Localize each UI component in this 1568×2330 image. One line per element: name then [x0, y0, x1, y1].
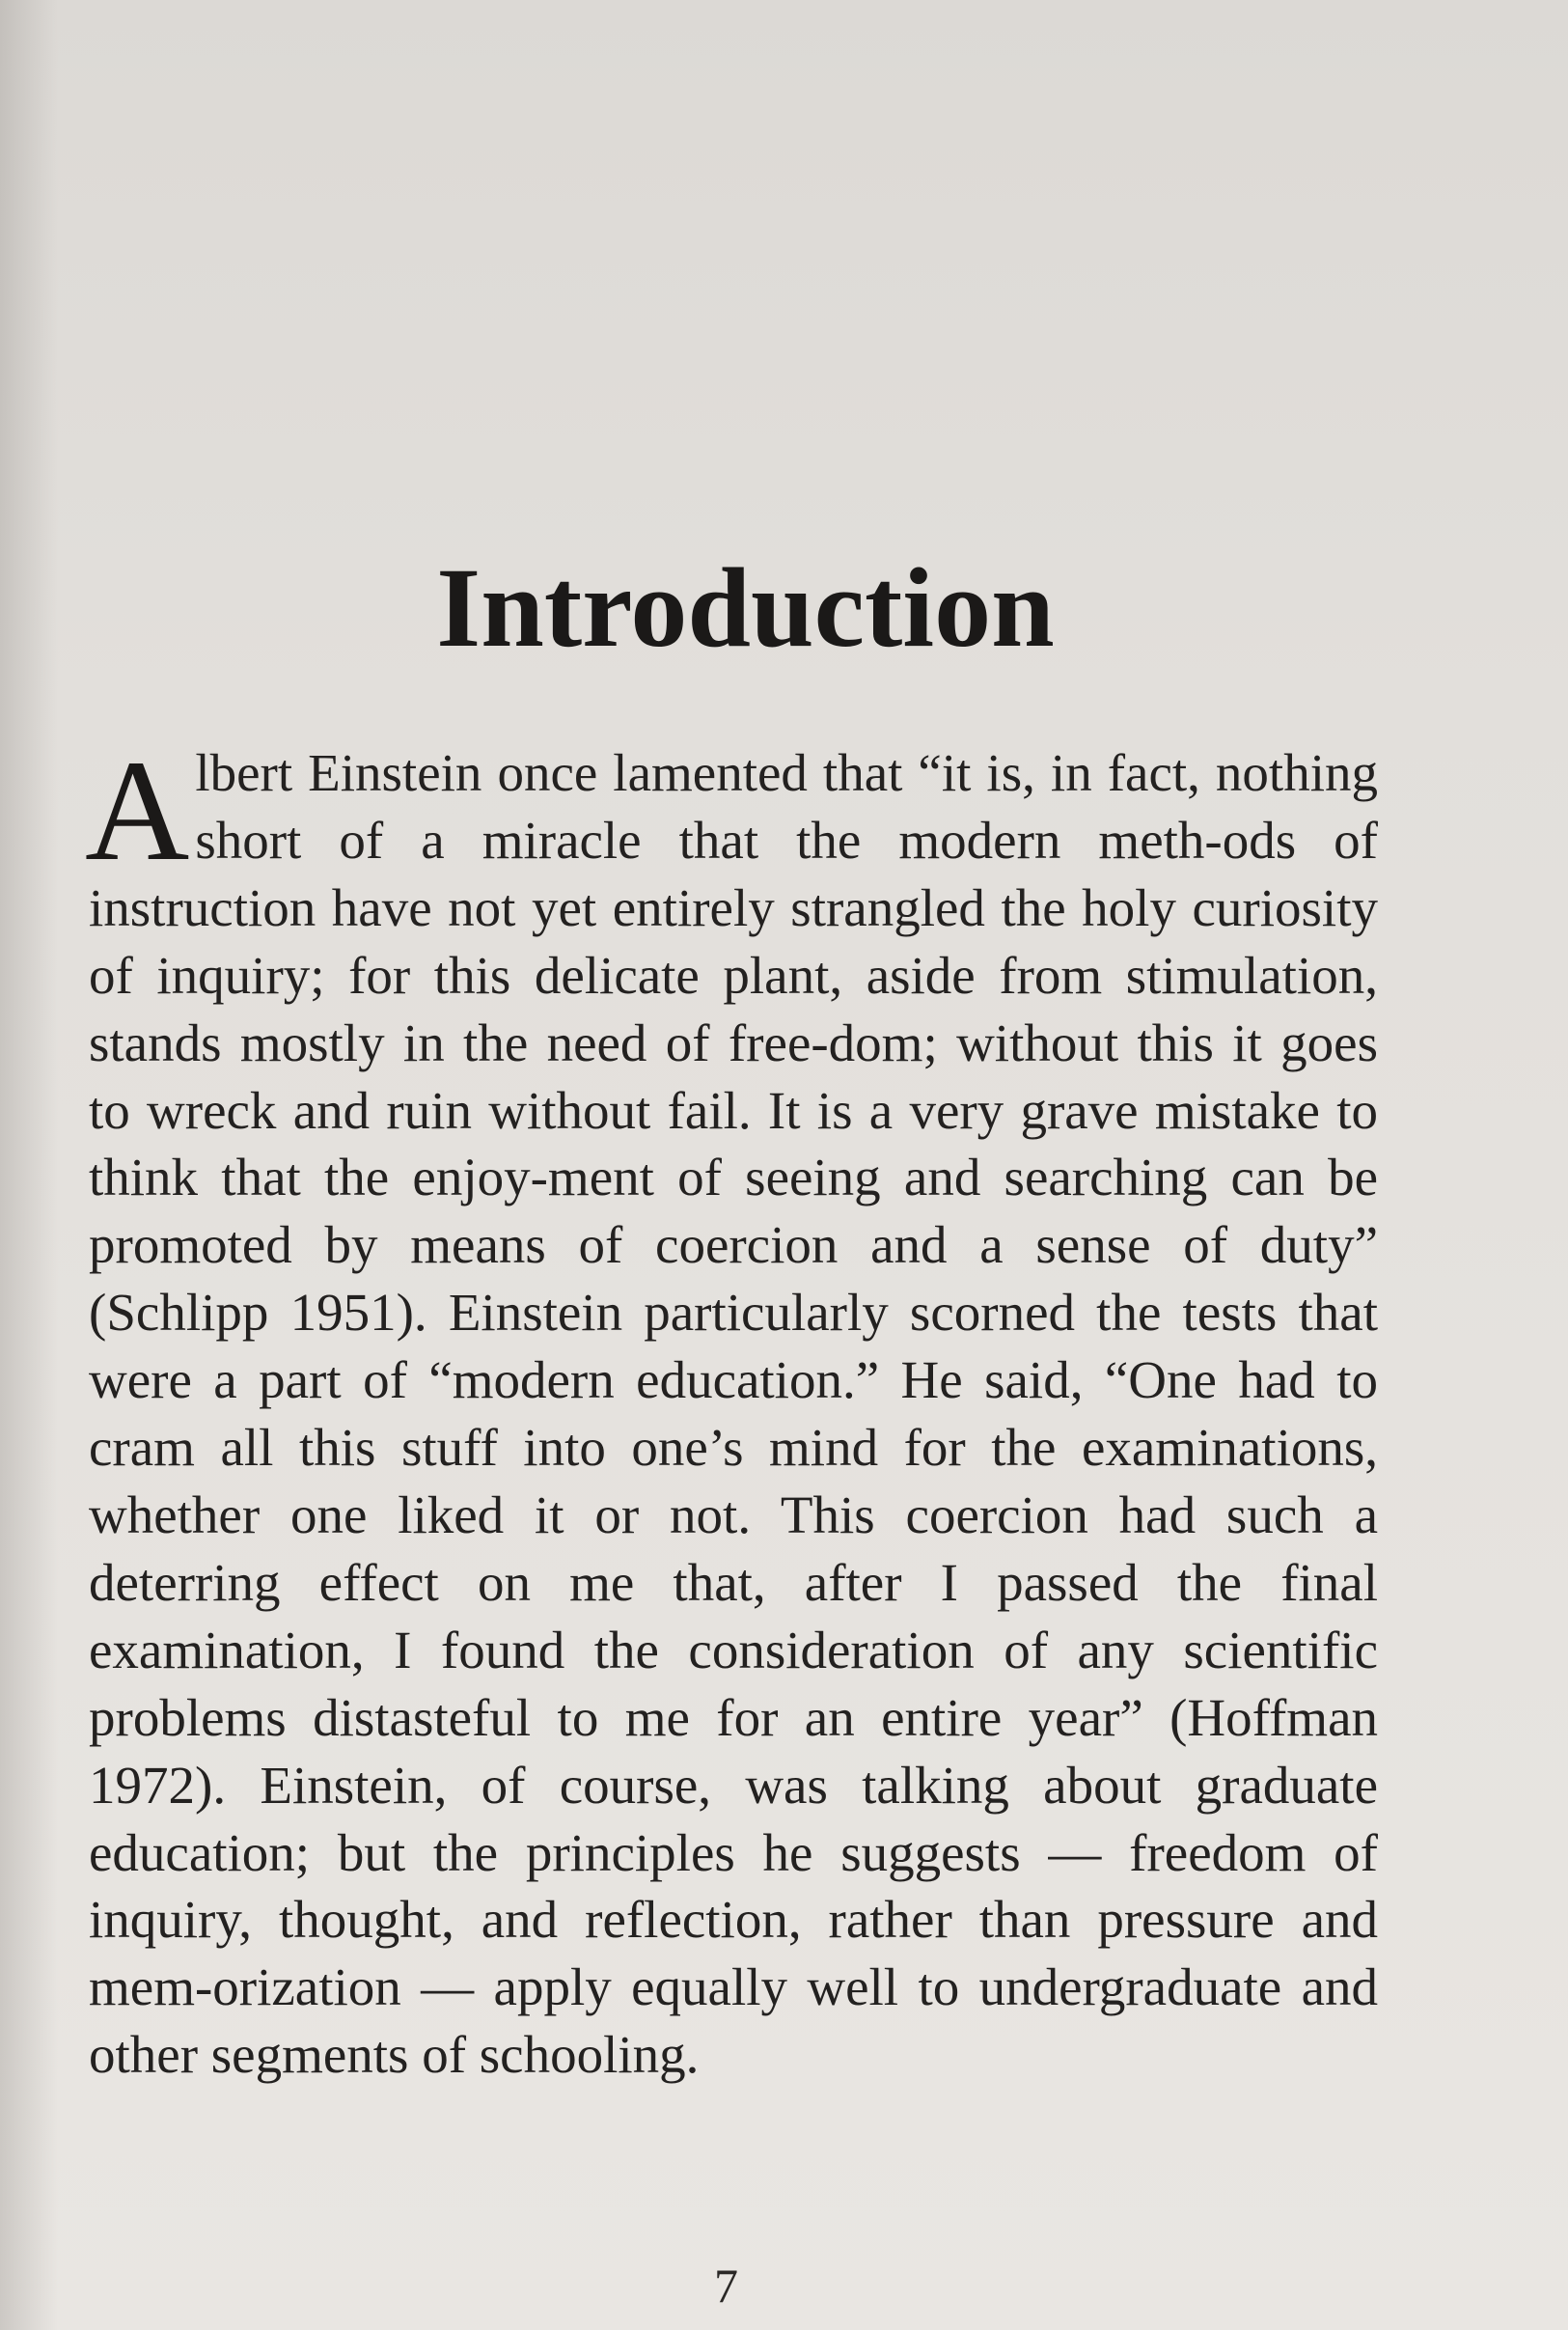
body-paragraph — [85, 731, 1378, 2089]
chapter-title: Introduction — [436, 544, 1055, 671]
page-gutter-shadow — [0, 0, 58, 2330]
drop-cap: A — [85, 731, 190, 891]
paragraph-text: lbert Einstein once lamented that “it is, in fact, nothing short of a miracle that the modern meth-ods of instruction have not yet entirely strangled the holy curiosity of inquiry; for this delicate plant, aside from stimulation, stands mostly in the need of free-dom; without this it goes to wreck and ruin without fail. It is a very grave mistake to think that the enjoy-ment of seeing and searching can be promoted by means of coercion and a sense of duty” (Schlipp 1951). Einstein particularly scorned the tests that were a part of “modern education.” He said, “One had to cram all this stuff into one’s mind for the examinations, whether one liked it or not. This coercion had such a deterring effect on me that, after I passed the final examination, I found the consideration of any scientific problems distasteful to me for an entire year” (Hoffman 1972). Einstein, of course, was talking about graduate education; but the principles he suggests — freedom of inquiry, thought, and reflection, rather than pressure and mem-orization — apply equally well to undergraduate and other segments of schooling. — [89, 743, 1378, 2085]
page-number: 7 — [714, 2259, 738, 2313]
